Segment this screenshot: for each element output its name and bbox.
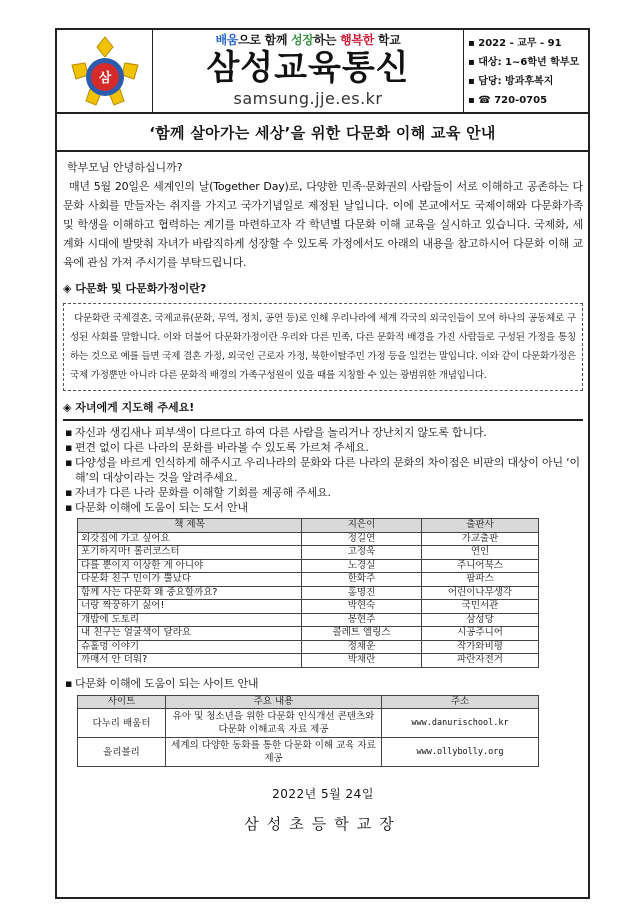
principal-signature: 삼성초등학교장 [244, 815, 402, 833]
book-publisher: 국민서관 [422, 600, 539, 614]
target-audience: ▪ 대상: 1~6학년 학부모 [468, 57, 580, 68]
book-title: 까매서 안 더워? [78, 654, 302, 668]
slogan-part: 으로 함께 [238, 33, 292, 47]
book-title: 함께 사는 다문화 왜 중요할까요? [78, 586, 302, 600]
section-heading-guidance: ◈ 자녀에게 지도해 주세요! [63, 400, 583, 421]
book-title: 내 친구는 얼굴색이 달라요 [78, 627, 302, 641]
book-publisher: 파란자전거 [422, 654, 539, 668]
table-row [78, 546, 539, 560]
list-item: ▪ 다문화 이해에 도움이 되는 도서 안내 [63, 500, 583, 515]
table-header-row [78, 519, 539, 533]
book-title: 개밥에 도토리 [78, 613, 302, 627]
newsletter-page [55, 28, 590, 899]
site-url: www.danurischool.kr [382, 709, 539, 738]
book-author: 한화주 [302, 573, 422, 587]
column-header: 사이트 [78, 695, 166, 709]
section-heading-multiculture: ◈ 다문화 및 다문화가정이란? [63, 282, 207, 295]
book-publisher: 어린이나무생각 [422, 586, 539, 600]
book-publisher: 연인 [422, 546, 539, 560]
book-author: 정채운 [302, 640, 422, 654]
doc-number: ▪ 2022 - 교무 - 91 [468, 38, 562, 49]
issue-date: 2022년 5월 24일 [272, 787, 374, 801]
book-publisher: 작가와비평 [422, 640, 539, 654]
greeting: 학부모님 안녕하십니까? [67, 161, 183, 174]
slogan-part: 성장 [291, 33, 314, 47]
site-guide-list [63, 676, 583, 691]
book-publisher: 삼성당 [422, 613, 539, 627]
book-publisher: 가교출판 [422, 532, 539, 546]
book-author: 봉현주 [302, 613, 422, 627]
book-author: 박현숙 [302, 600, 422, 614]
table-row [78, 600, 539, 614]
book-title: 외갓집에 가고 싶어요 [78, 532, 302, 546]
book-author: 정길연 [302, 532, 422, 546]
document-info [464, 30, 588, 112]
book-title: 다문화 친구 민이가 뿔났다 [78, 573, 302, 587]
column-header: 책 제목 [78, 519, 302, 533]
slogan-part: 학교 [374, 33, 401, 47]
school-logo [57, 30, 153, 112]
table-row [78, 573, 539, 587]
letter-body [55, 152, 590, 899]
intro-paragraph: 매년 5월 20일은 세계인의 날(Together Day)로, 다양한 민족·문화권의 사람들이 서로 이해하고 공존하는 다문화 사회를 만들자는 취지를 가지고 국가기념일로 제정된 날입니다. 이에 본교에서도 국제이해와 다문화가족 및 학생을 이해하고 협력하는 계기를 마련하고자 각 학년별 다문화 이해 교육을 실시하고 있습니다. 국제화, 세계화 시대에 발맞춰 자녀가 바람직하게 성장할 수 있도록 가정에서도 아래의 내용을 참고하시어 다문화 이해 교육에 관심 가져 주시기를 부탁드립니다. [63, 180, 583, 269]
school-slogan [153, 33, 463, 47]
site-url: www.ollybolly.org [382, 738, 539, 767]
table-row [78, 738, 539, 767]
list-item: ▪ 다양성을 바르게 인식하게 해주시고 우리나라의 문화와 다른 나라의 문화의 차이점은 비판의 대상이 아닌 ‘이해’의 대상이라는 것을 알려주세요. [63, 455, 583, 485]
column-header: 출판사 [422, 519, 539, 533]
table-row [78, 654, 539, 668]
book-title: 너랑 짝꿍하기 싫어! [78, 600, 302, 614]
person-in-charge: ▪ 담당: 방과후복지 [468, 76, 554, 87]
book-title: 다를 뿐이지 이상한 게 아니야 [78, 559, 302, 573]
table-row [78, 640, 539, 654]
book-publisher: 팜파스 [422, 573, 539, 587]
book-author: 노경실 [302, 559, 422, 573]
slogan-part: 하는 [313, 33, 341, 47]
column-header: 지은이 [302, 519, 422, 533]
column-header: 주요 내용 [166, 695, 382, 709]
slogan-part: 행복한 [340, 33, 374, 47]
school-emblem-icon [68, 35, 142, 107]
school-url: samsung.jje.es.kr [233, 89, 383, 108]
table-row [78, 627, 539, 641]
site-description: 세계의 다양한 동화를 통한 다문화 이해 교육 자료 제공 [166, 738, 382, 767]
newsletter-header [55, 28, 590, 114]
table-row [78, 559, 539, 573]
masthead [153, 30, 464, 112]
column-header: 주소 [382, 695, 539, 709]
list-item: ▪ 편견 없이 다른 나라의 문화를 바라볼 수 있도록 가르쳐 주세요. [63, 440, 583, 455]
list-item: ▪ 다문화 이해에 도움이 되는 사이트 안내 [63, 676, 583, 691]
slogan-part: 배움 [215, 33, 239, 47]
list-item: ▪ 자신과 생김새나 피부색이 다르다고 하여 다른 사람을 놀리거나 장난치지 않도록 합니다. [63, 425, 583, 440]
book-author: 홍명진 [302, 586, 422, 600]
book-author: 콜레트 엘링스 [302, 627, 422, 641]
book-author: 고정욱 [302, 546, 422, 560]
site-description: 유아 및 청소년을 위한 다문화 인식개선 콘텐츠와 다문화 이해교육 자료 제공 [166, 709, 382, 738]
site-name: 다누리 배움터 [78, 709, 166, 738]
table-row [78, 709, 539, 738]
book-title: 포기하지마! 롤러코스터 [78, 546, 302, 560]
phone-number: ▪ ☎ 720-0705 [468, 95, 548, 106]
site-table [77, 695, 539, 768]
book-publisher: 시공주니어 [422, 627, 539, 641]
guidance-list [63, 425, 583, 515]
table-row [78, 586, 539, 600]
book-table [77, 518, 539, 668]
book-title: 슈홀멍 이야기 [78, 640, 302, 654]
multiculture-definition-box: 다문화란 국제결혼, 국제교류(문화, 무역, 정치, 공연 등)로 인해 우리나라에 세계 각국의 외국인들이 모여 하나의 공동체로 구성된 사회를 말합니다. 이와 더불어 다문화가정이란 우리와 다른 민족, 다른 문화적 배경을 가진 사람들로 구성된 가정을 통칭하는 것으로 예를 들면 국제 결혼 가정, 외국인 근로자 가정, 북한이탈주민 가정 등을 일컫는 말입니다. 이와 같이 다문화가정은 국제 가정뿐만 아니라 다른 문화적 배경의 가족구성원이 있을 때를 지칭할 수 있는 광범위한 개념입니다. [63, 303, 583, 391]
table-header-row [78, 695, 539, 709]
table-row [78, 532, 539, 546]
book-publisher: 주니어북스 [422, 559, 539, 573]
book-table-body [78, 532, 539, 667]
table-row [78, 613, 539, 627]
logo-char: 삼 [98, 71, 111, 86]
book-author: 박채란 [302, 654, 422, 668]
site-name: 올리볼리 [78, 738, 166, 767]
list-item: ▪ 자녀가 다른 나라 문화를 이해할 기회를 제공해 주세요. [63, 485, 583, 500]
page-title: ‘함께 살아가는 세상’을 위한 다문화 이해 교육 안내 [55, 114, 590, 152]
newsletter-title: 삼성교육통신 [206, 48, 410, 88]
